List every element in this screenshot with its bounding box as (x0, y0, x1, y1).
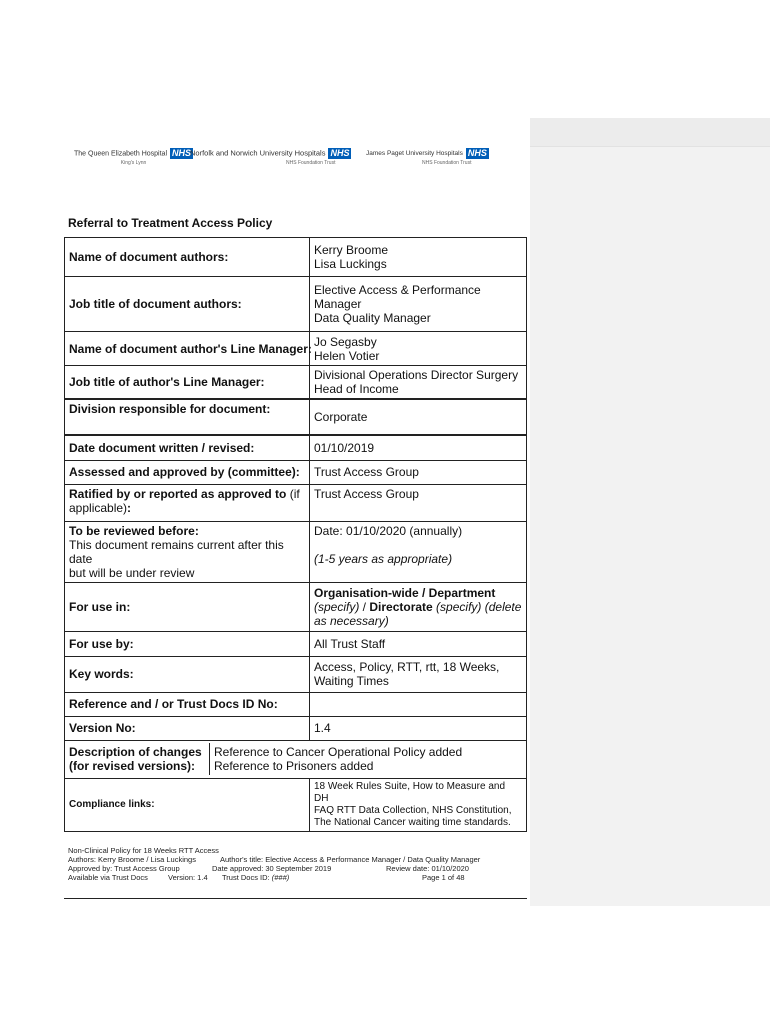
table-row (65, 366, 527, 400)
table-row (65, 740, 527, 778)
comments-header (530, 118, 770, 147)
table-row (65, 399, 527, 435)
for-use-in-label: For use in: (65, 582, 310, 631)
for-use-by-value: All Trust Staff (310, 631, 527, 656)
jpuh-logo: James Paget University Hospitals NHS NHS Foundation Trust (366, 148, 487, 166)
for-use-in-value: Organisation-wide / Department (specify) / Directorate (specify) (delete as necessary) (310, 582, 527, 631)
assessed-value: Trust Access Group (310, 460, 527, 484)
changes-cell (65, 740, 527, 778)
table-row (65, 692, 527, 716)
logo-banner (74, 148, 504, 178)
comments-margin-panel[interactable] (530, 118, 770, 906)
lm-job-title-label: Job title of author's Line Manager: (65, 366, 310, 400)
assessed-label: Assessed and approved by (committee): (65, 460, 310, 484)
date-written-label: Date document written / revised: (65, 435, 310, 460)
authors-value: Kerry Broome Lisa Luckings (310, 238, 527, 277)
key-words-value: Access, Policy, RTT, rtt, 18 Weeks, Waiting Times (310, 656, 527, 692)
table-row (65, 460, 527, 484)
version-label: Version No: (65, 716, 310, 740)
reference-value (310, 692, 527, 716)
table-row (65, 582, 527, 631)
compliance-label: Compliance links: (65, 778, 310, 831)
review-value: Date: 01/10/2020 (annually) (1-5 years as appropriate) (310, 521, 527, 582)
review-label: To be reviewed before: This document remains current after this date but will be under review (65, 521, 310, 582)
job-title-label: Job title of document authors: (65, 277, 310, 332)
authors-label: Name of document authors: (65, 238, 310, 277)
line-manager-value: Jo Segasby Helen Votier (310, 332, 527, 366)
table-row (65, 521, 527, 582)
reference-label: Reference and / or Trust Docs ID No: (65, 692, 310, 716)
line-manager-label: Name of document author's Line Manager: (65, 332, 310, 366)
table-row (65, 656, 527, 692)
division-label: Division responsible for document: (65, 399, 310, 435)
page-footer: Non-Clinical Policy for 18 Weeks RTT Access Authors: Kerry Broome / Lisa Luckings Author's title: Elective Access & Performance Manager / Data Quality Manager Approved by: Trust Access Group Date approved: 30 September 2019 Review date: 01/10/2020 Available via Trust Docs Version: 1.4 Trust Docs ID: (###) Page 1 of 48 (68, 846, 481, 882)
job-title-value: Elective Access & Performance Manager Data Quality Manager (310, 277, 527, 332)
changes-label: Description of changes (for revised versions): (65, 743, 210, 775)
version-value: 1.4 (310, 716, 527, 740)
key-words-label: Key words: (65, 656, 310, 692)
document-title: Referral to Treatment Access Policy (68, 216, 273, 230)
nnuh-logo: Norfolk and Norwich University Hospitals NHS NHS Foundation Trust (190, 148, 350, 166)
lm-job-title-value: Divisional Operations Director Surgery Head of Income (310, 366, 527, 400)
footer-divider (64, 898, 527, 899)
table-row (65, 484, 527, 521)
date-written-value: 01/10/2019 (310, 435, 527, 460)
table-row (65, 716, 527, 740)
qeh-logo: The Queen Elizabeth Hospital NHS King's Lynn (74, 148, 192, 166)
table-row (65, 435, 527, 460)
division-value: Corporate (310, 399, 527, 435)
for-use-by-label: For use by: (65, 631, 310, 656)
table-row (65, 238, 527, 277)
ratified-value: Trust Access Group (310, 484, 527, 521)
table-row (65, 332, 527, 366)
table-row (65, 778, 527, 831)
changes-value: Reference to Cancer Operational Policy added Reference to Prisoners added (214, 745, 463, 773)
document-info-table (64, 237, 527, 832)
table-row (65, 277, 527, 332)
compliance-value: 18 Week Rules Suite, How to Measure and DH FAQ RTT Data Collection, NHS Constitution, The National Cancer waiting time standards. (310, 778, 527, 831)
ratified-label: Ratified by or reported as approved to (if applicable): (65, 484, 310, 521)
table-row (65, 631, 527, 656)
